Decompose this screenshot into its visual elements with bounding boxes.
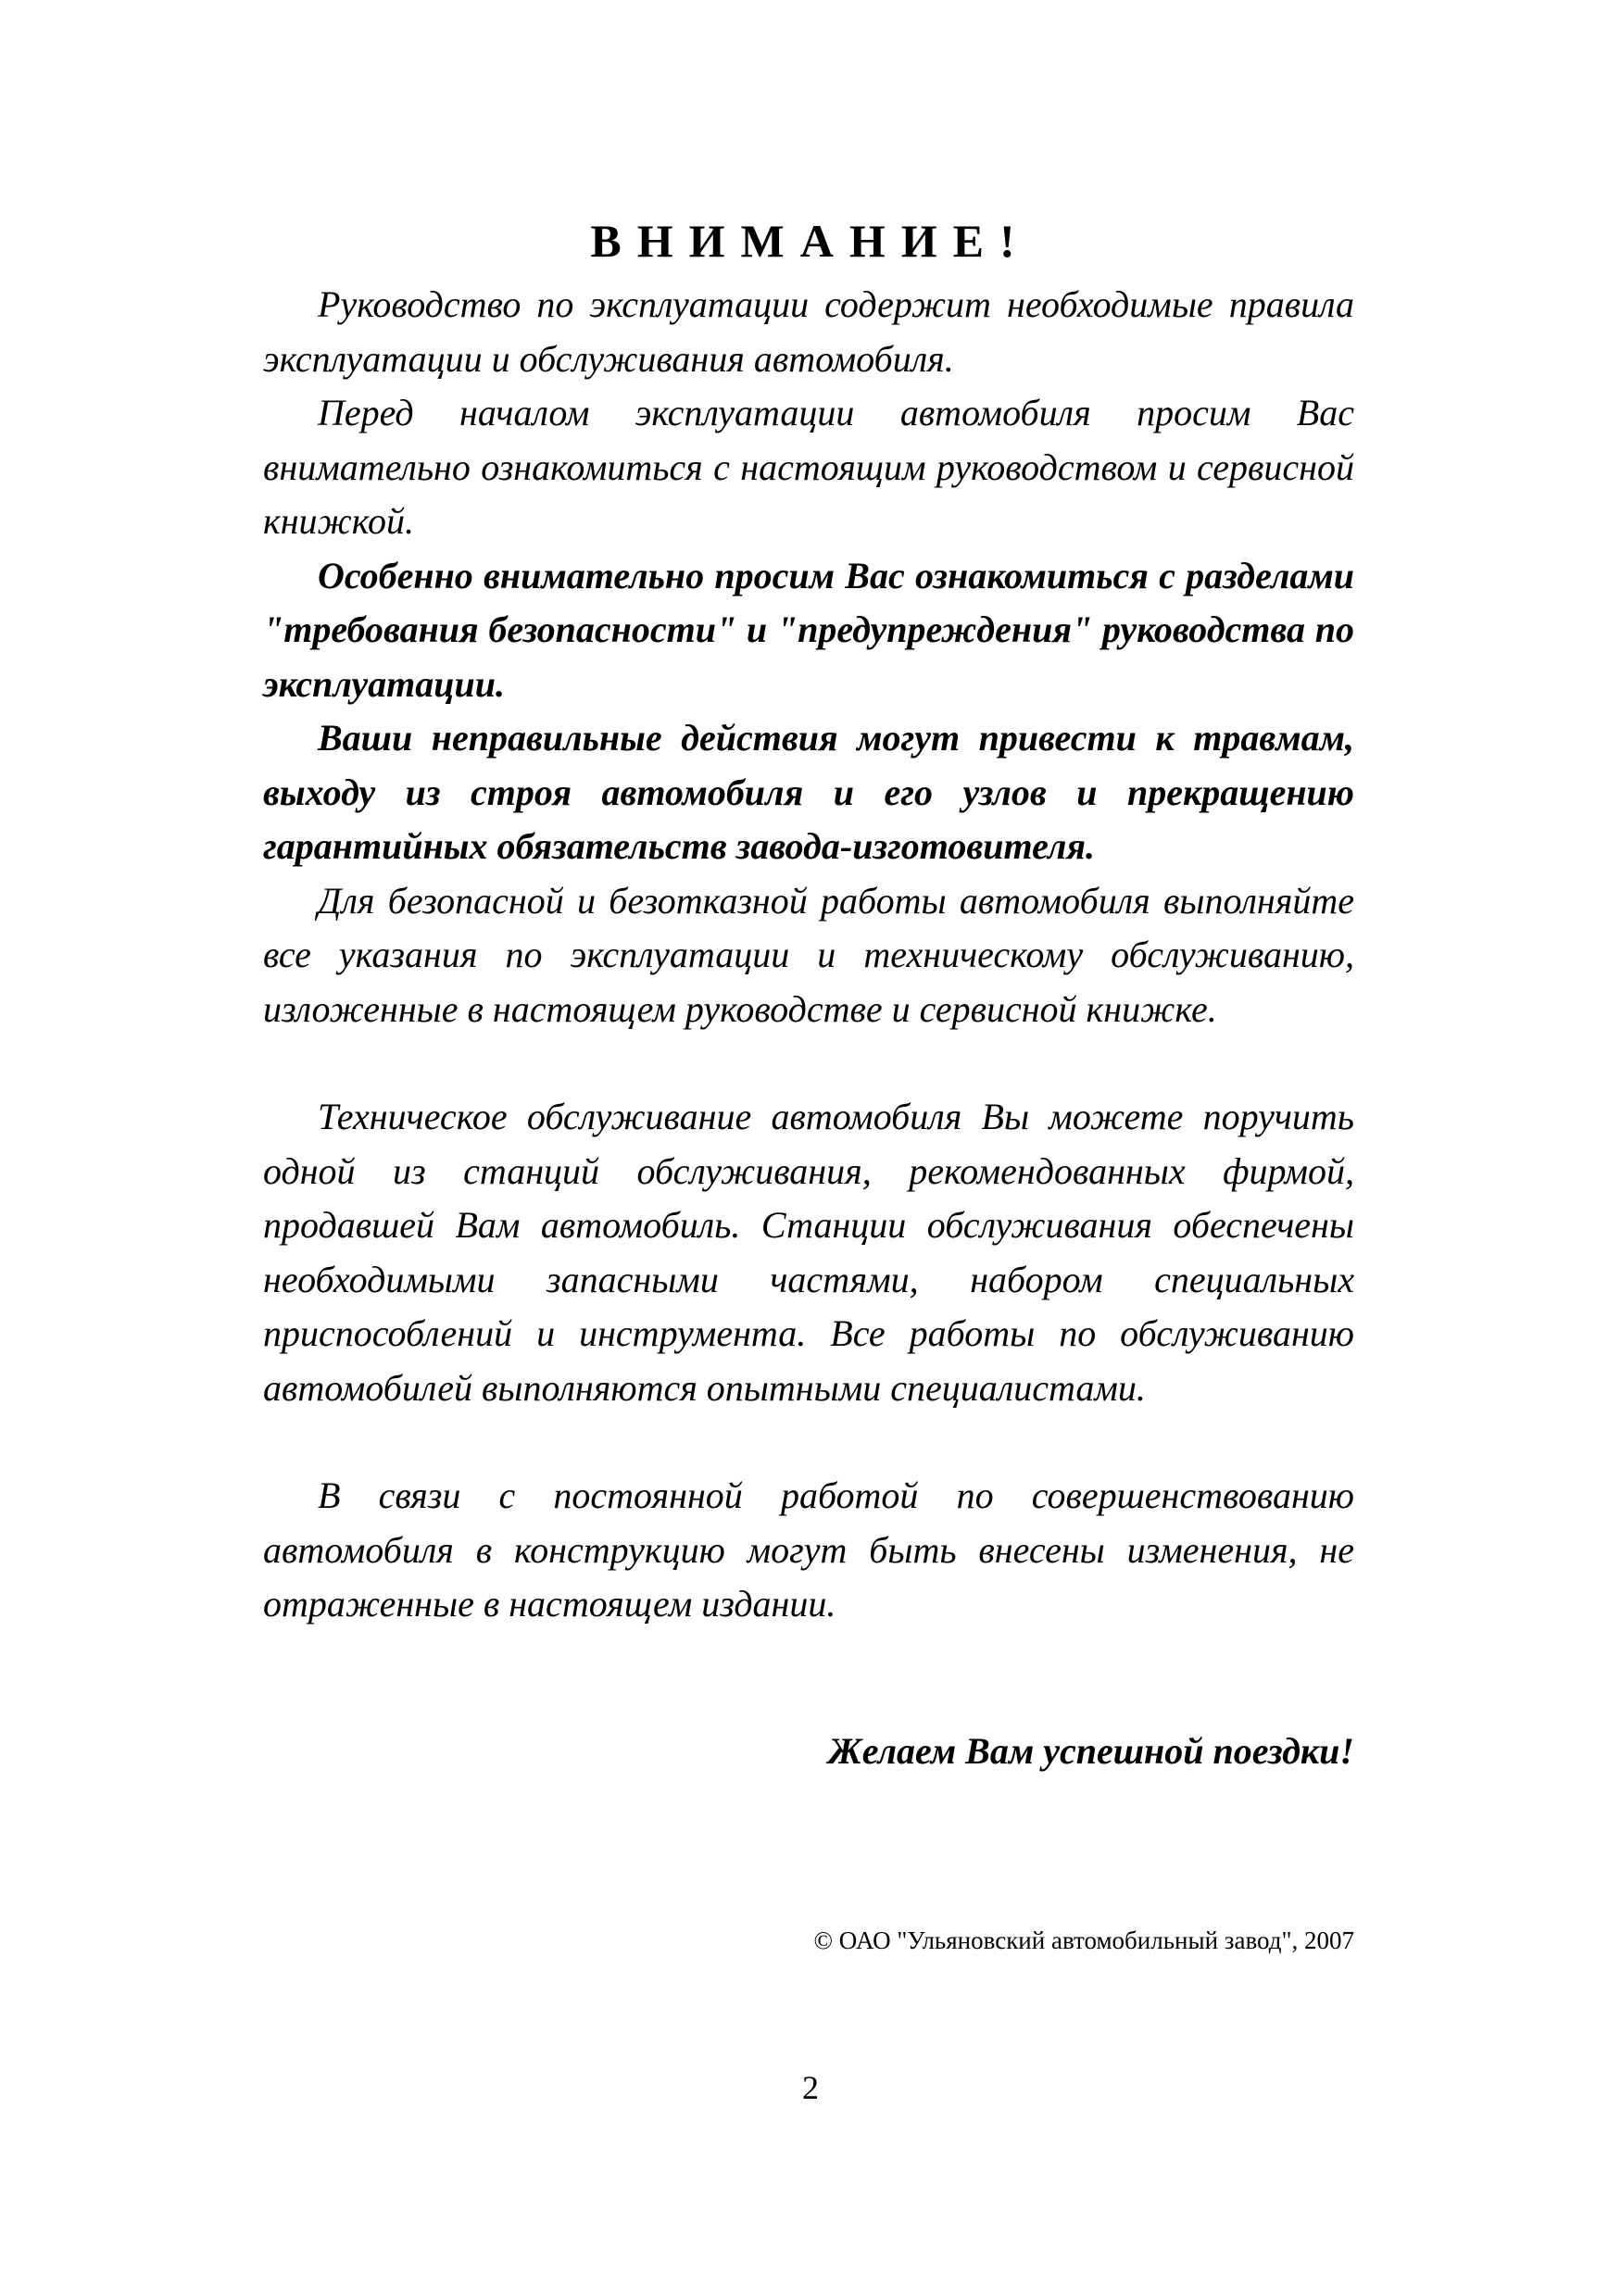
paragraph-read-manual: Перед началом эксплуатации автомобиля просим Вас внимательно ознакомиться с настоящим руководством и сервисной книжкой. (263, 392, 1354, 542)
paragraph-spacer (263, 1415, 1354, 1469)
paragraph-instructions: Для безопасной и безотказной работы автомобиля выполняйте все указания по эксплуатации и техническому обслуживанию, изложенные в настоящем руководстве и сервисной книжке. (263, 879, 1354, 1030)
page-number: 2 (802, 2069, 819, 2106)
paragraph-safety-sections: Особенно внимательно просим Вас ознакомиться с разделами "требования безопасности" и "предупреждения" руководства по эксплуатации. (263, 554, 1354, 705)
paragraph-warning: Ваши неправильные действия могут привести к травмам, выходу из строя автомобиля и его узлов и прекращению гарантийных обязательств завода-изготовителя. (263, 717, 1354, 867)
copyright-notice: © ОАО "Ульяновский автомобильный завод", 2007 (813, 1926, 1354, 1954)
document-body (263, 278, 1354, 1632)
page-title: ВНИМАНИЕ! (590, 215, 1031, 267)
paragraph-intro: Руководство по эксплуатации содержит необходимые правила эксплуатации и обслуживания автомобиля. (263, 283, 1354, 380)
closing-wish: Желаем Вам успешной поездки! (827, 1730, 1354, 1772)
paragraph-service: Техническое обслуживание автомобиля Вы можете поручить одной из станций обслуживания, рекомендованных фирмой, продавшей Вам автомобиль. Станции обслуживания обеспечены необходимыми запасными частями, набором специальных приспособлений и инструмента. Все работы по обслуживанию автомобилей выполняются опытными специалистами. (263, 1096, 1354, 1409)
paragraph-spacer (263, 1036, 1354, 1090)
paragraph-changes: В связи с постоянной работой по совершенствованию автомобиля в конструкцию могут быть внесены изменения, не отраженные в настоящем издании. (263, 1474, 1354, 1625)
